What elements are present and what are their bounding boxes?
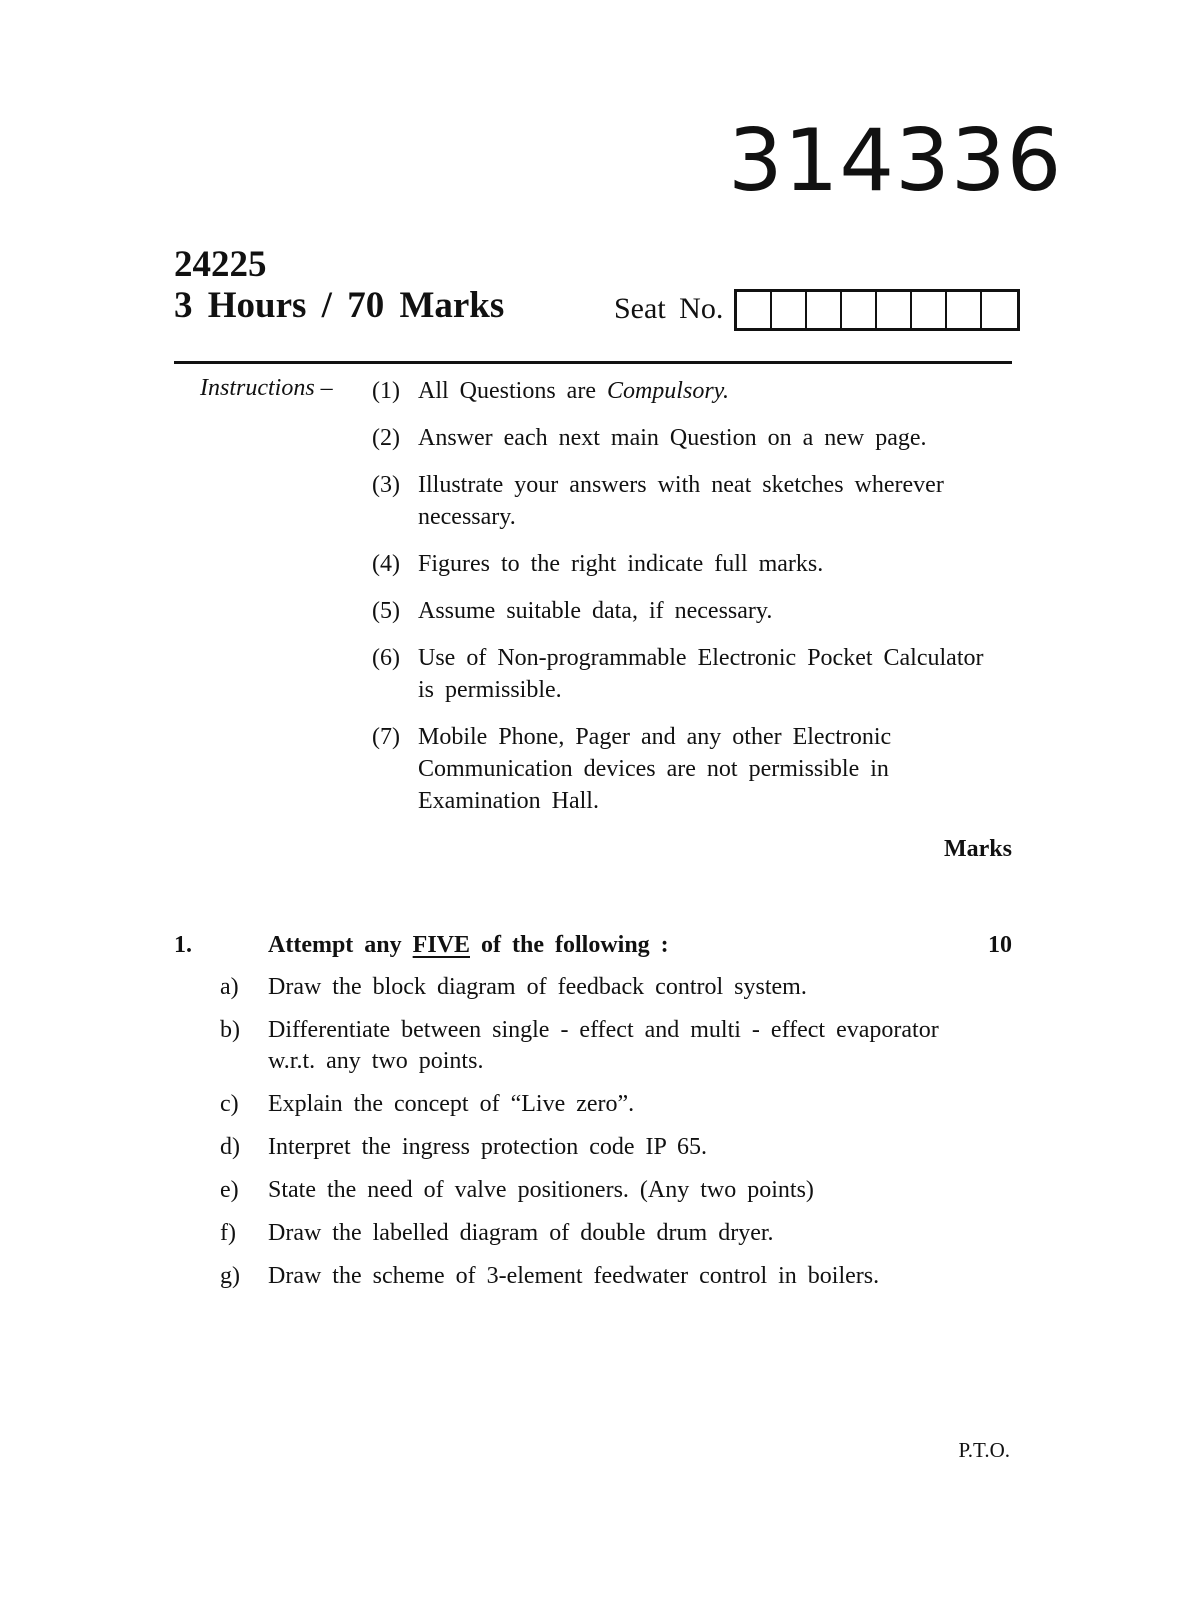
instruction-item xyxy=(372,642,992,706)
instruction-number: (6) xyxy=(372,645,400,671)
instruction-item xyxy=(372,595,992,627)
part-letter: b) xyxy=(220,1017,240,1043)
seat-number-box[interactable] xyxy=(877,292,912,328)
question-part xyxy=(220,1015,990,1077)
part-letter: d) xyxy=(220,1134,240,1160)
header-divider xyxy=(174,361,1012,364)
question-title-emphasis: FIVE xyxy=(412,932,470,958)
instruction-number: (5) xyxy=(372,598,400,624)
instruction-text: Illustrate your answers with neat sketches wherever necessary. xyxy=(418,472,944,530)
part-letter: g) xyxy=(220,1263,240,1289)
seat-number-box[interactable] xyxy=(772,292,807,328)
instruction-text: Assume suitable data, if necessary. xyxy=(418,598,773,624)
seat-number-label: Seat No. xyxy=(614,292,724,325)
part-text: Draw the block diagram of feedback control system. xyxy=(268,974,807,1000)
instruction-item xyxy=(372,422,992,454)
instruction-text: All Questions are Compulsory. xyxy=(418,378,729,404)
question-number: 1. xyxy=(174,932,192,958)
instruction-text: Figures to the right indicate full marks. xyxy=(418,551,824,577)
question-part xyxy=(220,1132,990,1163)
part-letter: c) xyxy=(220,1091,239,1117)
part-text: Interpret the ingress protection code IP 65. xyxy=(268,1134,707,1160)
instruction-text: Mobile Phone, Pager and any other Electronic Communication devices are not permissible in Examination Hall. xyxy=(418,724,892,814)
instructions-list xyxy=(372,375,992,832)
part-text: Draw the labelled diagram of double drum dryer. xyxy=(268,1220,774,1246)
instruction-number: (1) xyxy=(372,378,400,404)
question-marks: 10 xyxy=(988,932,1012,958)
paper-code: 314336 xyxy=(728,111,1063,211)
instruction-item xyxy=(372,375,992,407)
seat-number-box[interactable] xyxy=(982,292,1017,328)
part-letter: e) xyxy=(220,1177,239,1203)
instruction-number: (7) xyxy=(372,724,400,750)
question-part xyxy=(220,1218,990,1249)
instruction-item xyxy=(372,469,992,533)
instruction-item xyxy=(372,721,992,817)
question-title: Attempt any FIVE of the following : xyxy=(268,932,669,958)
duration-marks: 3 Hours / 70 Marks xyxy=(174,285,505,326)
seat-number-box[interactable] xyxy=(842,292,877,328)
seat-number-box[interactable] xyxy=(947,292,982,328)
instruction-number: (2) xyxy=(372,425,400,451)
seat-number-box[interactable] xyxy=(737,292,772,328)
instruction-emphasis: Compulsory. xyxy=(606,378,729,404)
part-letter: f) xyxy=(220,1220,236,1246)
part-letter: a) xyxy=(220,974,239,1000)
instruction-number: (4) xyxy=(372,551,400,577)
marks-column-heading: Marks xyxy=(944,836,1012,862)
subject-code: 24225 xyxy=(174,244,267,285)
instruction-number: (3) xyxy=(372,472,400,498)
part-text: Draw the scheme of 3-element feedwater control in boilers. xyxy=(268,1263,880,1289)
question-part xyxy=(220,1175,990,1206)
question-part xyxy=(220,1089,990,1120)
instruction-text: Use of Non-programmable Electronic Pocket Calculator is permissible. xyxy=(418,645,984,703)
instruction-item xyxy=(372,548,992,580)
part-text: State the need of valve positioners. (Any two points) xyxy=(268,1177,814,1203)
seat-number-boxes[interactable] xyxy=(734,289,1020,331)
seat-number-box[interactable] xyxy=(807,292,842,328)
instructions-heading: Instructions – xyxy=(200,375,333,401)
part-text: Explain the concept of “Live zero”. xyxy=(268,1091,635,1117)
question-parts xyxy=(220,972,990,1304)
question-part xyxy=(220,1261,990,1292)
seat-number-box[interactable] xyxy=(912,292,947,328)
question-part xyxy=(220,972,990,1003)
instruction-text: Answer each next main Question on a new page. xyxy=(418,425,927,451)
part-text: Differentiate between single - effect and multi - effect evaporator w.r.t. any two points. xyxy=(268,1017,939,1074)
page-turn-note: P.T.O. xyxy=(958,1438,1010,1462)
